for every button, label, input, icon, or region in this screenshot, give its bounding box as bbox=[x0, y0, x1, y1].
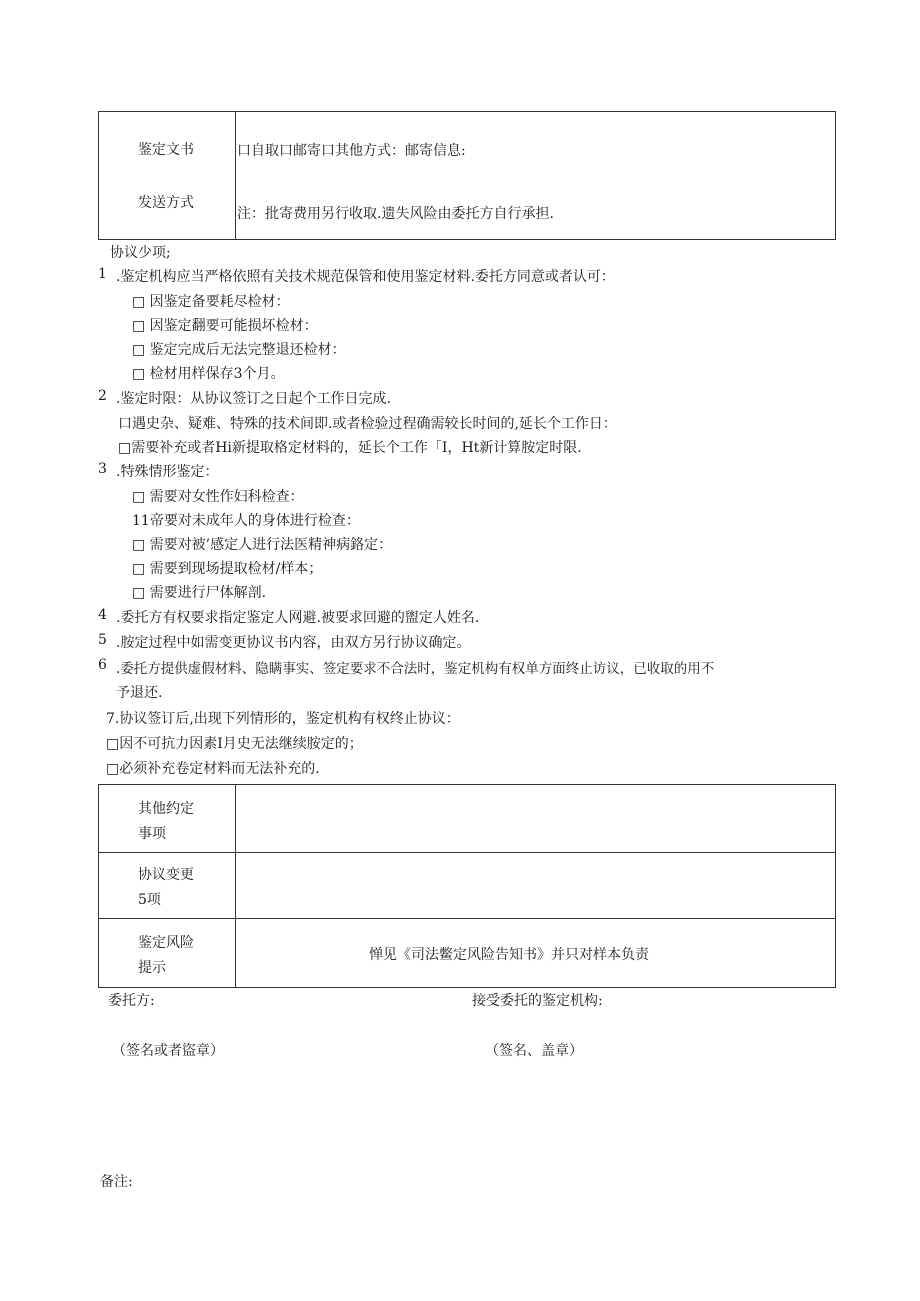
item3-option: □ 需要对女性作妇科检查： bbox=[132, 489, 304, 505]
other-row2-label-line1: 协议变更 bbox=[138, 867, 194, 883]
delivery-label-line1: 鉴定文书 bbox=[138, 142, 194, 158]
item2-option: □需要补充或者Hi新提取格定材料的，延长个工作「I，Ht新计算胺定时限. bbox=[118, 440, 582, 456]
delivery-table-divider bbox=[235, 111, 236, 240]
item1-option: □ 检材用样保存3个月。 bbox=[132, 366, 285, 382]
other-row3-label-line1: 鉴定风险 bbox=[138, 935, 194, 951]
item1-option: □ 因鉴定备要耗尽检材： bbox=[132, 294, 290, 310]
item3-option: □ 需要对被’感定人进行法医精神病鉻定： bbox=[132, 537, 393, 553]
agency-signature-hint: （签名、盖章） bbox=[485, 1043, 583, 1059]
risk-notice-text: 惮见《司法鳖定风险告知书》并只对样本负责 bbox=[369, 947, 649, 963]
other-table-row-line bbox=[98, 918, 836, 919]
delivery-label-line2: 发送方式 bbox=[138, 195, 194, 211]
item7-option: □必须补充卷定材料而无法补充的. bbox=[106, 761, 320, 777]
other-row3-label-line2: 提示 bbox=[138, 960, 166, 976]
other-row1-label-line1: 其他约定 bbox=[138, 801, 194, 817]
item3-option: 11帝要对未成年人的身体进行检查： bbox=[132, 513, 360, 529]
item2-num: 2 bbox=[98, 388, 107, 404]
item2-text: .鉴定时限：从协议签订之日起个工作日完成. bbox=[116, 391, 391, 407]
item7-option: □因不可抗力因素I月史无法继续胺定的； bbox=[106, 736, 363, 752]
item3-text: .特殊情形鉴定： bbox=[116, 464, 219, 480]
item1-option: □ 鉴定完成后无法完整退还检材： bbox=[132, 342, 346, 358]
client-label: 委托方: bbox=[108, 993, 155, 1009]
delivery-options: 口自取口邮寄口其他方式：邮寄信息: bbox=[237, 143, 466, 159]
item3-num: 3 bbox=[98, 461, 107, 477]
item2-option: 口遇史杂、疑难、特殊的技术间即.或者检验过程确需较长时间的,延长个工作日： bbox=[118, 416, 617, 432]
item6-num: 6 bbox=[98, 657, 107, 673]
item3-option: □ 需要到现场提取检材/样本； bbox=[132, 561, 323, 577]
item6-text-cont: 予退还. bbox=[116, 685, 163, 701]
item1-text: .鉴定机构应当严格依照有关技术规范保管和使用鉴定材料.委托方同意或者认可： bbox=[116, 269, 615, 285]
other-row1-value[interactable] bbox=[237, 786, 834, 850]
item3-option: □ 需要进行尸体解剖. bbox=[132, 585, 267, 601]
other-row2-value[interactable] bbox=[237, 854, 834, 916]
item5-num: 5 bbox=[98, 632, 107, 648]
other-table-divider bbox=[235, 784, 236, 988]
remarks-label: 备注: bbox=[100, 1174, 133, 1190]
item4-num: 4 bbox=[98, 607, 107, 623]
item1-option: □ 因鉴定翻要可能损坏检材： bbox=[132, 318, 318, 334]
item1-num: 1 bbox=[98, 266, 107, 282]
client-signature-hint: （签名或者盜章） bbox=[112, 1043, 224, 1059]
delivery-note: 注：批寄费用另行收取.遗失风险由委托方自行承担. bbox=[237, 206, 554, 222]
item5-text: .胺定过程中如需变更协议书内容，由双方另行协议确定。 bbox=[116, 635, 471, 651]
item4-text: .委托方有权要求指定鉴定人网避.被要求回避的盥定人姓名. bbox=[116, 610, 480, 626]
other-table-row-line bbox=[98, 852, 836, 853]
item7-text: 7.协议签订后,出现下列情形的，鉴定机构有权终止协议： bbox=[106, 711, 460, 727]
other-row2-label-line2: 5项 bbox=[138, 892, 161, 908]
agreement-heading: 协议少项; bbox=[110, 245, 171, 261]
agency-label: 接受委托的鉴定机构: bbox=[472, 993, 603, 1009]
item6-text: .委托方提供虚假材料、隐瞒事实、签定要求不合法时，鉴定机构有权单方面终止访议，已收取的用不 bbox=[116, 661, 715, 677]
other-row1-label-line2: 事项 bbox=[138, 826, 166, 842]
